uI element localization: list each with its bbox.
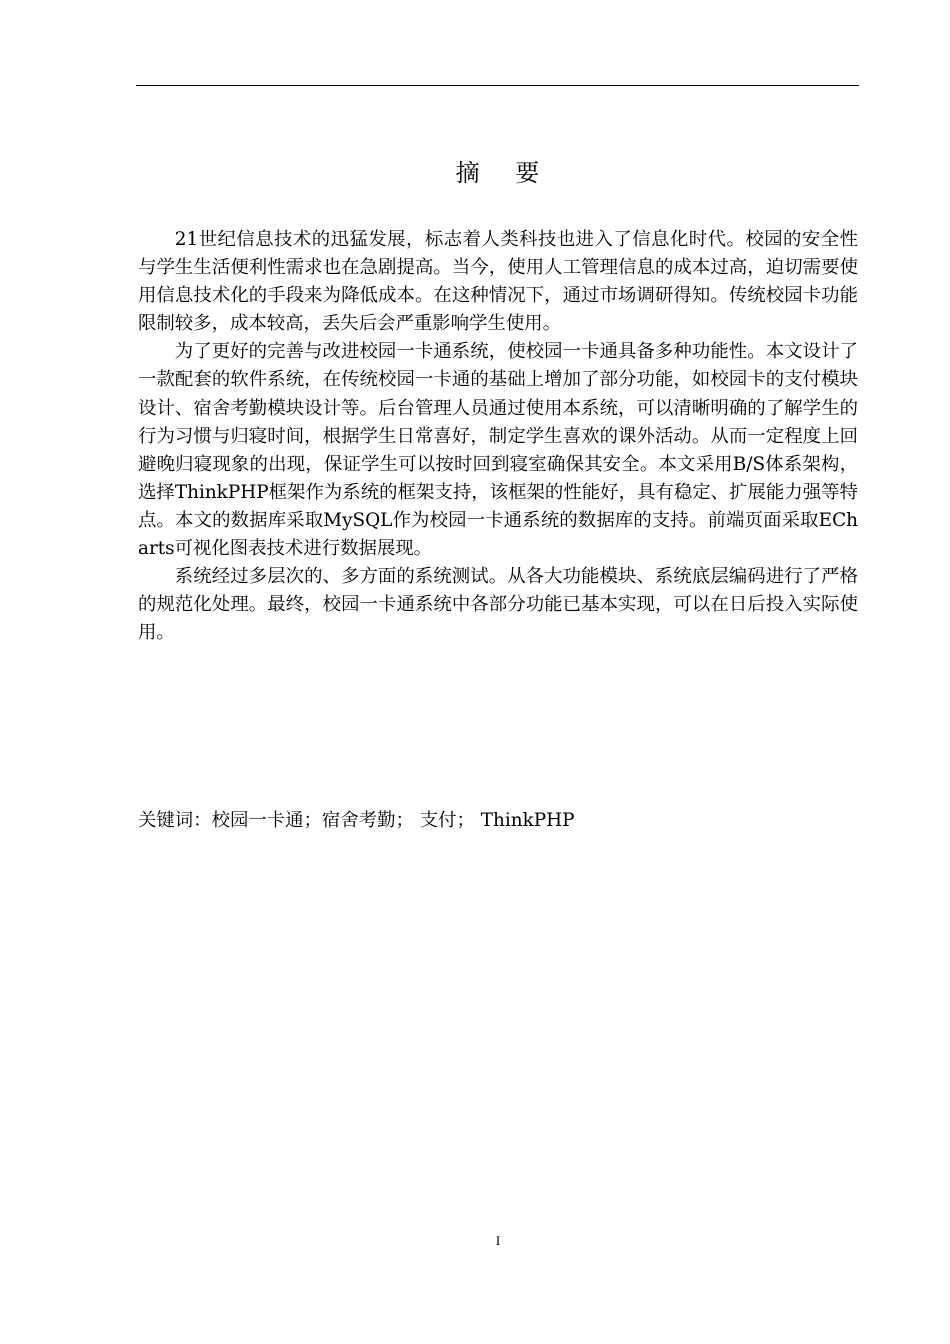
- abstract-paragraph-2: 为了更好的完善与改进校园一卡通系统，使校园一卡通具备多种功能性。本文设计了一款配套的软件系统，在传统校园一卡通的基础上增加了部分功能，如校园卡的支付模块设计、宿舍考勤模块设计等。后台管理人员通过使用本系统，可以清晰明确的了解学生的行为习惯与归寝时间，根据学生日常喜好，制定学生喜欢的课外活动。从而一定程度上回避晚归寝现象的出现，保证学生可以按时回到寝室确保其安全。本文采用B/S体系架构，选择ThinkPHP框架作为系统的框架支持，该框架的性能好，具有稳定、扩展能力强等特点。本文的数据库采取MySQL作为校园一卡通系统的数据库的支持。前端页面采取ECharts可视化图表技术进行数据展现。: [138, 341, 858, 560]
- abstract-title: 摘 要: [455, 159, 554, 187]
- header-rule: [136, 85, 859, 86]
- keywords-label: 关键词：: [138, 810, 212, 831]
- page-number: I: [495, 1233, 501, 1248]
- abstract-paragraph-3: 系统经过多层次的、多方面的系统测试。从各大功能模块、系统底层编码进行了严格的规范化处理。最终，校园一卡通系统中各部分功能已基本实现，可以在日后投入实际使用。: [138, 566, 858, 644]
- keywords-value: 校园一卡通；宿舍考勤； 支付； ThinkPHP: [211, 810, 575, 831]
- abstract-paragraph-1: 21世纪信息技术的迅猛发展，标志着人类科技也进入了信息化时代。校园的安全性与学生生活便利性需求也在急剧提高。当今，使用人工管理信息的成本过高，迫切需要使用信息技术化的手段来为降低成本。在这种情况下，通过市场调研得知。传统校园卡功能限制较多，成本较高，丢失后会严重影响学生使用。: [138, 229, 858, 335]
- abstract-body: [138, 226, 858, 647]
- keywords-line: [138, 806, 858, 836]
